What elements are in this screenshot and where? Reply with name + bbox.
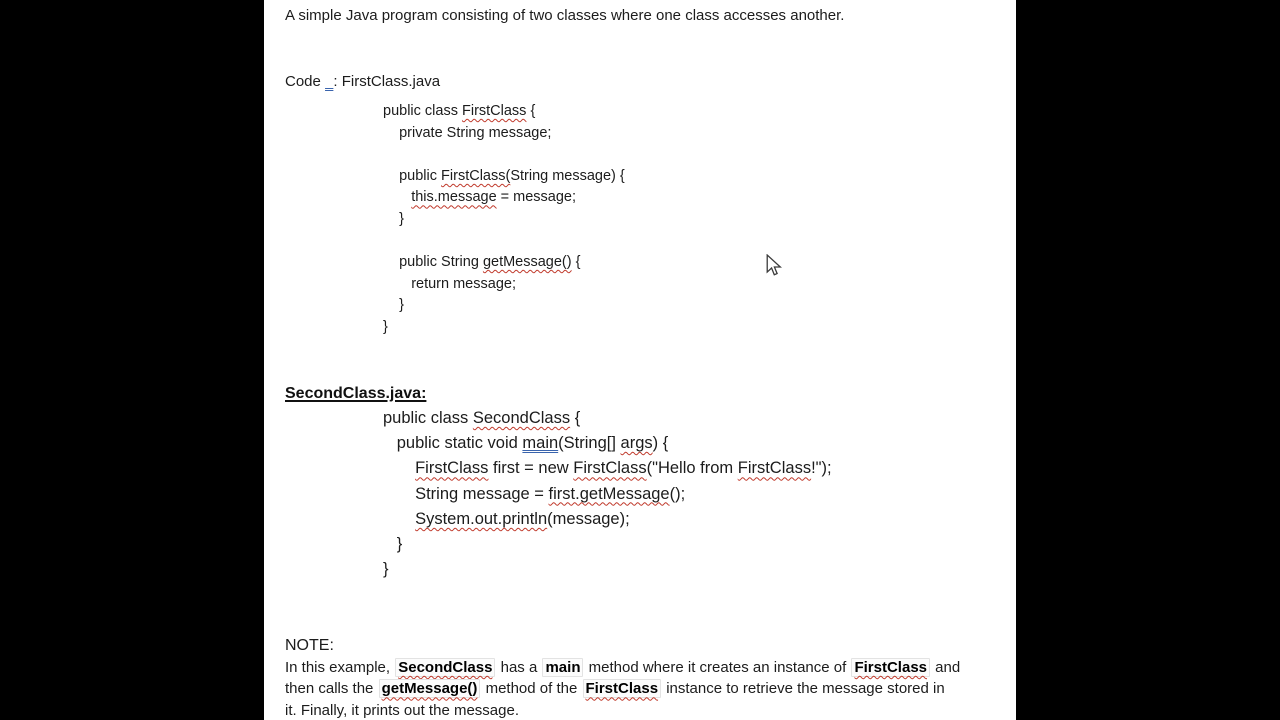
letterbox-right <box>1016 0 1280 720</box>
text-segment: } <box>383 318 388 335</box>
text-line <box>383 209 625 231</box>
secondclass-heading: SecondClass.java: <box>285 385 427 402</box>
text-segment: method where it creates an instance of <box>584 659 851 676</box>
text-segment: public class <box>383 103 462 119</box>
text-segment: ) { <box>652 434 669 453</box>
text-line <box>383 295 625 317</box>
text-segment <box>383 189 411 205</box>
text-line <box>383 123 625 145</box>
text-segment: System.out.println <box>415 509 548 528</box>
text-segment: and <box>931 659 961 676</box>
text-segment: then calls the <box>285 680 378 698</box>
text-line <box>383 557 832 582</box>
text-line <box>383 532 832 557</box>
note-label: NOTE: <box>285 637 334 654</box>
firstclass-code-block <box>383 101 625 339</box>
text-segment: String message = <box>383 484 549 503</box>
text-line <box>383 317 625 339</box>
text-segment <box>383 510 415 528</box>
intro-sentence: A simple Java program consisting of two classes where one class accesses another. <box>285 7 845 24</box>
text-segment: first.getMessage <box>548 484 670 503</box>
text-segment: FirstClass <box>737 459 812 478</box>
text-segment: (message); <box>547 509 630 528</box>
text-segment: In this example, <box>285 659 395 676</box>
code-file-label <box>285 71 440 92</box>
highlighted-term: getMessage() <box>379 679 481 698</box>
text-segment: args <box>620 434 653 453</box>
text-segment: main <box>522 434 559 453</box>
text-line <box>383 252 625 274</box>
text-segment: instance to retrieve the message stored in <box>662 680 945 698</box>
text-segment: FirstClass <box>573 459 647 478</box>
text-segment: this.message <box>411 189 497 206</box>
text-segment: } <box>383 560 389 579</box>
text-segment: (); <box>669 484 686 503</box>
letterbox-left <box>0 0 264 720</box>
text-line <box>383 482 832 507</box>
text-segment: } <box>383 297 404 314</box>
text-segment: public class <box>383 409 473 427</box>
text-segment: { <box>571 254 581 271</box>
text-segment: FirstClass <box>415 459 489 478</box>
text-segment: FirstClass <box>461 103 527 119</box>
text-segment: private String message; <box>383 124 552 141</box>
text-segment: { <box>570 409 581 427</box>
text-segment: = message; <box>496 189 577 206</box>
text-line <box>383 431 832 456</box>
note-paragraph <box>285 657 960 720</box>
text-segment: has a <box>496 659 542 676</box>
text-segment: public <box>383 167 442 184</box>
text-segment: } <box>383 534 403 553</box>
highlighted-term: main <box>542 658 583 677</box>
text-segment: (String[] <box>558 434 621 453</box>
text-segment: FirstClass( <box>441 167 511 184</box>
highlighted-term: FirstClass <box>583 679 662 698</box>
text-segment: first = new <box>488 459 574 478</box>
text-segment: : FirstClass.java <box>333 73 441 90</box>
text-line <box>383 274 625 296</box>
text-line <box>383 166 625 188</box>
text-segment: ("Hello from <box>646 459 738 478</box>
text-line <box>285 657 960 678</box>
secondclass-code-block <box>383 406 832 582</box>
text-line <box>383 187 625 209</box>
text-line <box>285 678 960 699</box>
mouse-arrow-cursor <box>766 254 782 277</box>
text-segment: public String <box>383 254 483 271</box>
text-line <box>383 231 625 253</box>
text-line <box>383 456 832 481</box>
text-segment: return message; <box>383 275 516 292</box>
document-page <box>264 0 1016 720</box>
text-line <box>383 406 832 431</box>
text-line <box>285 700 960 720</box>
text-line <box>383 507 832 532</box>
text-line <box>383 144 625 166</box>
text-line <box>383 101 625 123</box>
text-segment: Code <box>285 73 326 90</box>
text-segment: !"); <box>811 459 832 478</box>
text-segment: method of the <box>481 680 582 698</box>
text-segment: } <box>383 210 404 227</box>
text-segment: String message) { <box>510 167 625 184</box>
text-segment <box>383 459 415 477</box>
text-segment: public static void <box>383 434 523 453</box>
text-segment: SecondClass <box>472 409 571 427</box>
text-segment: getMessage() <box>482 254 572 271</box>
text-segment: { <box>526 103 536 119</box>
text-segment: it. Finally, it prints out the message. <box>285 701 519 719</box>
highlighted-term: FirstClass <box>851 658 930 677</box>
highlighted-term: SecondClass <box>395 658 495 677</box>
